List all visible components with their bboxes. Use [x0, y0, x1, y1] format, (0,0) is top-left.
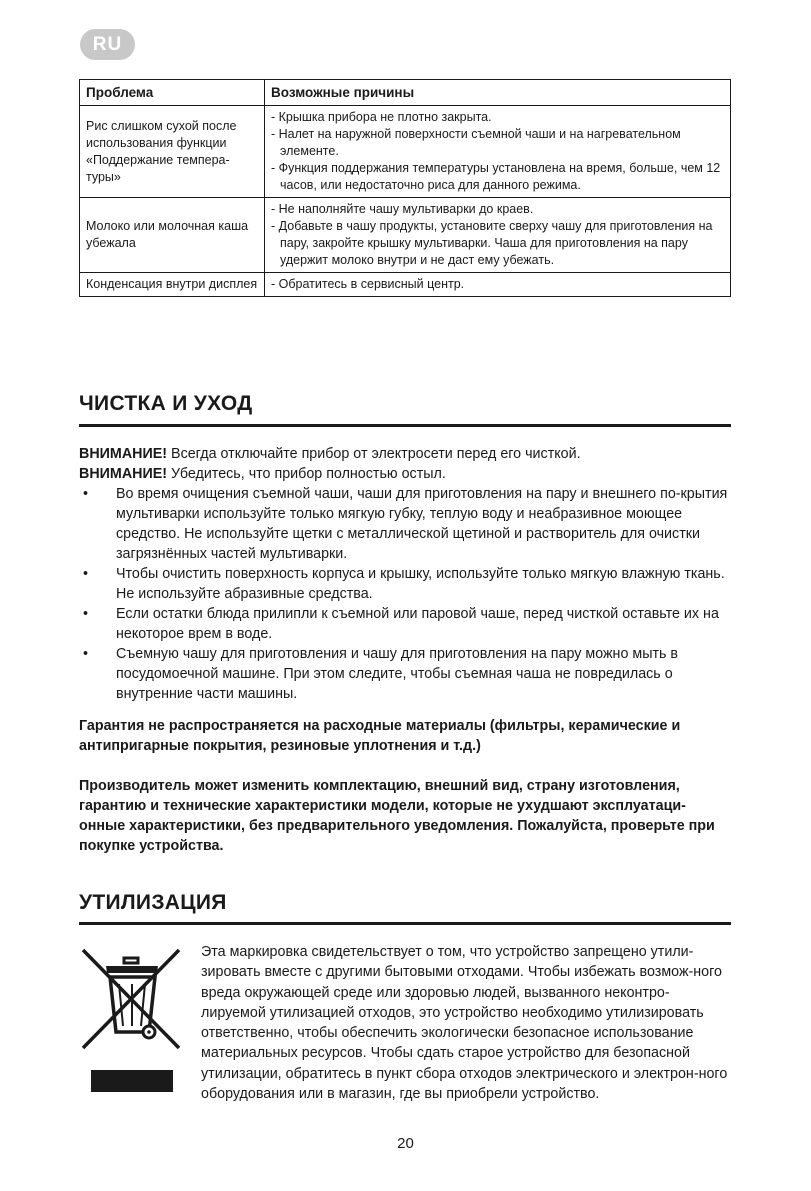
- list-item: [79, 484, 731, 564]
- cause-item: - Не наполняйте чашу мультиварки до краев.: [271, 202, 534, 216]
- bullet-icon: •: [83, 606, 89, 622]
- disposal-text: Эта маркировка свидетельствует о том, что устройство запрещено утили-зировать вместе с другими бытовыми отходами. Чтобы избежать возмож-ного вреда окружающей среде или здоровью людей, вызванного неконтро-лируемой утилизацией отходов, это устройство необходимо утилизировать ответственно, чтобы обеспечить экологически безопасное использование материальных ресурсов. Чтобы сдать старое устройство для безопасной утилизации, обратитесь в пункт сбора отходов электрического и электрон-ного оборудования или в магазин, где вы приобрели устройство.: [201, 944, 728, 1103]
- care-section-title: ЧИСТКА И УХОД: [79, 392, 253, 415]
- warning-text: Всегда отключайте прибор от электросети перед его чисткой.: [171, 446, 581, 462]
- column-header-causes: Возможные причины: [265, 80, 731, 106]
- warning-line: [79, 464, 731, 484]
- care-bullet-list: [79, 484, 731, 704]
- cause-item: - Добавьте в чашу продукты, установите сверху чашу для приготовления на пару, закройте крышку мультиварки. Чаша для приготовления на пару удержит молоко внутри и не даст ему убежать.: [271, 219, 713, 267]
- list-item-text: Съемную чашу для приготовления и чашу для приготовления на пару можно мыть в посудомоечной машине. При этом следите, чтобы съемная чаша не повредилась о внутренние части машины.: [116, 646, 679, 702]
- list-item-text: Если остатки блюда прилипли к съемной или паровой чаше, перед чисткой оставьте их на некоторое врем в воде.: [116, 606, 719, 642]
- table-row: [80, 198, 731, 273]
- bullet-icon: •: [83, 646, 89, 662]
- causes-cell: [265, 106, 731, 198]
- warning-text: Убедитесь, что прибор полностью остыл.: [171, 466, 446, 482]
- language-badge: RU: [80, 29, 135, 60]
- list-item: [79, 604, 731, 644]
- column-header-problem: Проблема: [80, 80, 265, 106]
- bullet-icon: •: [83, 566, 89, 582]
- causes-cell: [265, 273, 731, 297]
- table-row: [80, 106, 731, 198]
- table-header-row: [80, 80, 731, 106]
- list-item: [79, 644, 731, 704]
- care-section-rule: [79, 424, 731, 427]
- warning-label: ВНИМАНИЕ!: [79, 446, 168, 462]
- bullet-icon: •: [83, 486, 89, 502]
- list-item-text: Чтобы очистить поверхность корпуса и крышку, используйте только мягкую влажную ткань. Не используйте абразивные средства.: [116, 566, 725, 602]
- problem-cell: Рис слишком сухой после использования функции «Поддержание темпера-туры»: [80, 106, 265, 198]
- disposal-section-rule: [79, 922, 731, 925]
- cause-item: - Налет на наружной поверхности съемной чаши и на нагревательном элементе.: [271, 127, 681, 158]
- warning-label: ВНИМАНИЕ!: [79, 466, 168, 482]
- crossed-out-wheelie-bin-icon: [79, 944, 183, 1096]
- disposal-section-title: УТИЛИЗАЦИЯ: [79, 891, 227, 914]
- warning-line: [79, 444, 731, 464]
- problem-cell: Молоко или молочная каша убежала: [80, 198, 265, 273]
- causes-cell: [265, 198, 731, 273]
- cause-item: - Обратитесь в сервисный центр.: [271, 277, 465, 291]
- manufacturer-note: Производитель может изменить комплектацию, внешний вид, страну изготовления, гарантию и технические характеристики модели, которые не ухудшают эксплуатаци-онные характеристики, без предварительного уведомления. Пожалуйста, проверьте при покупке устройства.: [79, 778, 715, 854]
- list-item: [79, 564, 731, 604]
- care-section-body: [79, 444, 731, 856]
- cause-item: - Крышка прибора не плотно закрыта.: [271, 110, 492, 124]
- troubleshooting-table: [79, 79, 731, 297]
- warranty-note: Гарантия не распространяется на расходные материалы (фильтры, керамические и антипригарные покрытия, резиновые уплотнения и т.д.): [79, 718, 681, 754]
- problem-cell: Конденсация внутри дисплея: [80, 273, 265, 297]
- cause-item: - Функция поддержания температуры установлена на время, больше, чем 12 часов, или недостаточно риса для данного режима.: [271, 161, 721, 192]
- table-row: [80, 273, 731, 297]
- list-item-text: Во время очищения съемной чаши, чаши для приготовления на пару и внешнего по-крытия мультиварки используйте только мягкую губку, теплую воду и неабразивное моющее средство. Не используйте щетки с металлической щетиной и растворитель для очистки загрязнённых частей мультиварки.: [116, 486, 728, 562]
- page-number: 20: [397, 1135, 414, 1152]
